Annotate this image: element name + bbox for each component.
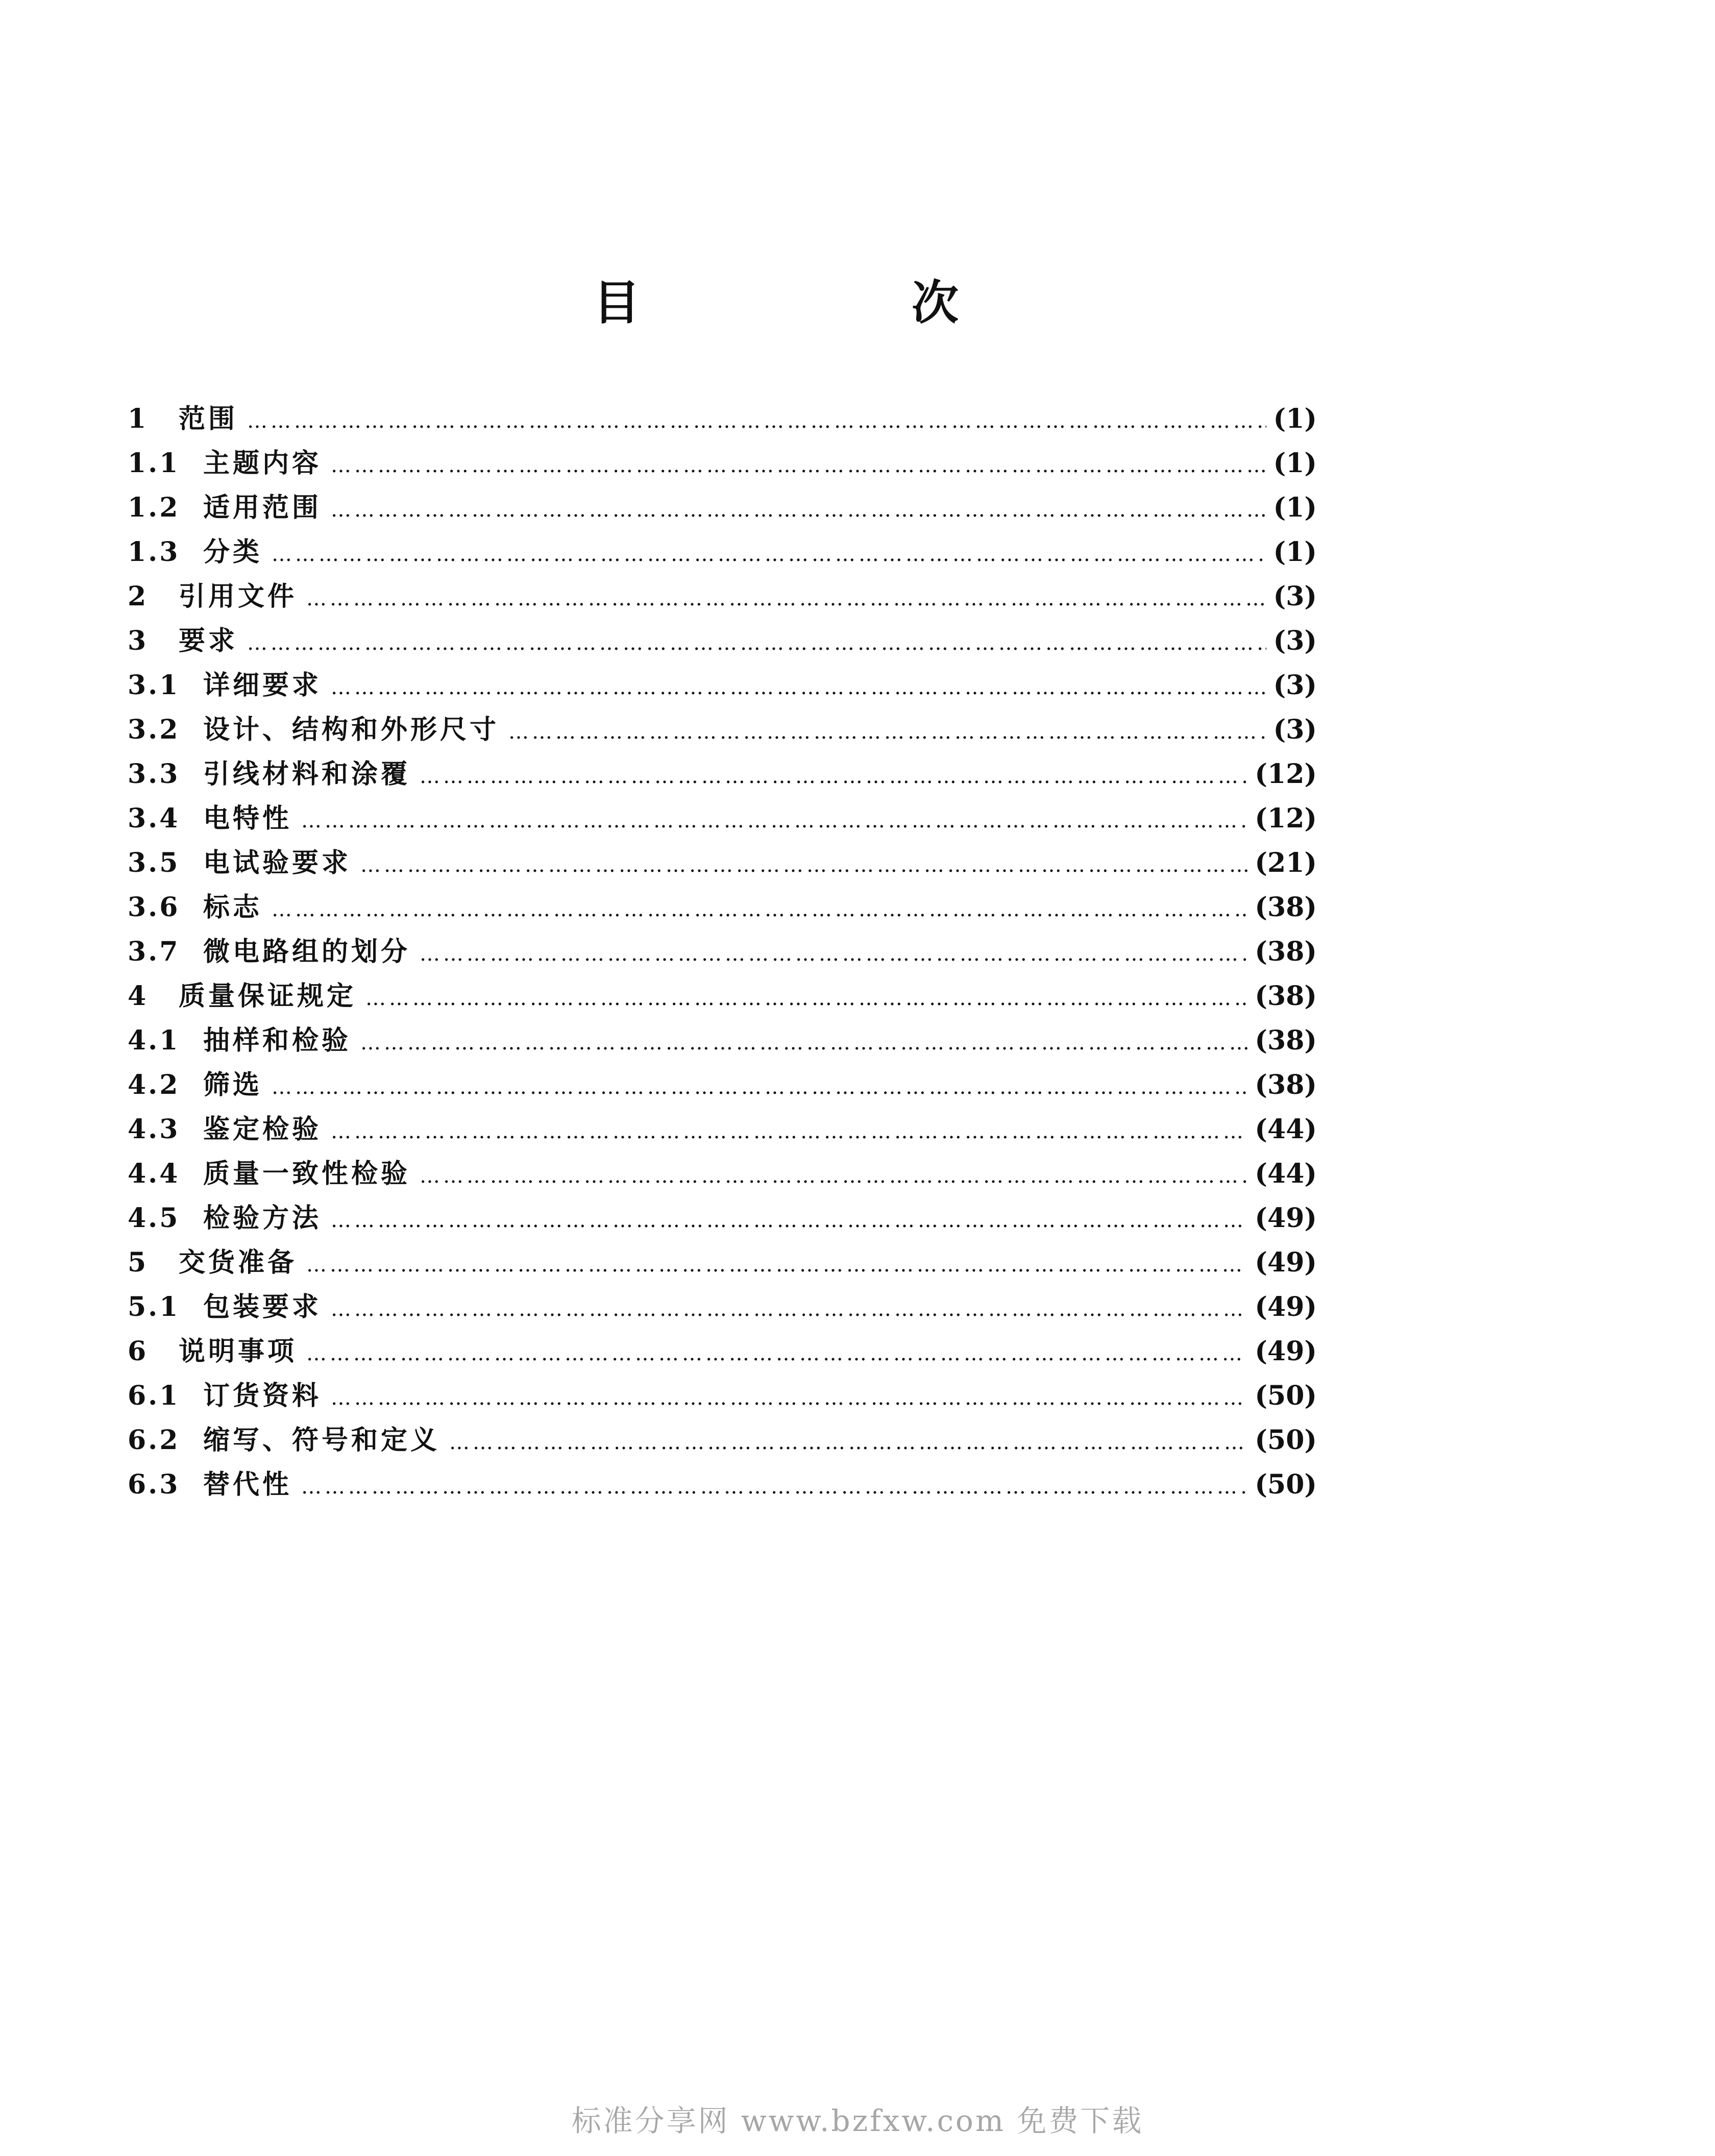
- toc-entry[interactable]: [128, 486, 1317, 530]
- toc-entry-number: 5.1: [128, 1291, 180, 1322]
- toc-entry-number: 4.1: [128, 1025, 180, 1056]
- toc-entry-number: 3.1: [128, 670, 180, 701]
- toc-entry[interactable]: [128, 797, 1317, 841]
- toc-entry[interactable]: [128, 1374, 1317, 1418]
- toc-entry-number: 4.2: [128, 1069, 180, 1100]
- toc-dot-leader: [508, 720, 1266, 744]
- toc-dot-leader: [247, 631, 1266, 655]
- toc-entry-page: (1): [1273, 492, 1317, 523]
- toc-entry-number: 5: [128, 1247, 149, 1278]
- toc-entry-number: 1.3: [128, 536, 180, 568]
- toc-entry-page: (50): [1255, 1469, 1317, 1500]
- toc-entry-number: 4.3: [128, 1114, 180, 1145]
- toc-entry-title: 订货资料: [203, 1380, 322, 1411]
- toc-entry-title: 抽样和检验: [203, 1025, 352, 1056]
- toc-entry-title: 缩写、符号和定义: [203, 1425, 440, 1456]
- toc-entry-number: 3.6: [128, 892, 180, 923]
- toc-entry-title: 替代性: [203, 1469, 292, 1500]
- toc-dot-leader: [331, 676, 1266, 699]
- toc-entry[interactable]: [128, 397, 1317, 442]
- toc-entry[interactable]: [128, 1063, 1317, 1108]
- toc-entry-title: 主题内容: [203, 448, 322, 479]
- toc-entry[interactable]: [128, 664, 1317, 708]
- toc-entry-number: 3.5: [128, 847, 180, 878]
- toc-entry-number: 6.2: [128, 1425, 180, 1456]
- table-of-contents: [128, 397, 1317, 1507]
- toc-entry-title: 分类: [203, 536, 263, 568]
- toc-entry[interactable]: [128, 886, 1317, 930]
- toc-entry-page: (21): [1255, 847, 1317, 878]
- toc-entry-title: 质量一致性检验: [203, 1158, 411, 1189]
- toc-entry-title: 微电路组的划分: [203, 936, 411, 967]
- toc-dot-leader: [360, 853, 1247, 877]
- toc-entry-title: 质量保证规定: [179, 981, 357, 1012]
- toc-entry-title: 包装要求: [203, 1291, 322, 1322]
- toc-entry[interactable]: [128, 619, 1317, 664]
- toc-entry-number: 4: [128, 981, 149, 1012]
- toc-entry-title: 适用范围: [203, 492, 322, 523]
- toc-dot-leader: [449, 1431, 1247, 1454]
- toc-entry-title: 筛选: [203, 1069, 263, 1100]
- toc-dot-leader: [306, 1342, 1247, 1365]
- toc-entry-number: 3.7: [128, 936, 180, 967]
- toc-entry-title: 引线材料和涂覆: [203, 758, 411, 790]
- toc-entry-title: 范围: [179, 403, 238, 434]
- toc-entry-page: (3): [1273, 625, 1317, 656]
- toc-entry-number: 3.3: [128, 758, 180, 790]
- toc-entry-page: (49): [1255, 1203, 1317, 1234]
- toc-dot-leader: [301, 809, 1247, 832]
- toc-entry-page: (38): [1255, 892, 1317, 923]
- toc-entry-page: (44): [1255, 1158, 1317, 1189]
- page-footer: 标准分享网 www.bzfxw.com 免费下载: [571, 2103, 1144, 2138]
- toc-entry[interactable]: [128, 1019, 1317, 1063]
- toc-entry-page: (49): [1255, 1291, 1317, 1322]
- toc-entry-number: 3.2: [128, 714, 180, 745]
- toc-dot-leader: [247, 409, 1266, 433]
- toc-dot-leader: [272, 898, 1247, 921]
- toc-entry-title: 检验方法: [203, 1203, 322, 1234]
- toc-entry-page: (38): [1255, 1069, 1317, 1100]
- toc-entry-page: (49): [1255, 1247, 1317, 1278]
- toc-entry-number: 3: [128, 625, 149, 656]
- toc-entry-title: 鉴定检验: [203, 1114, 322, 1145]
- toc-entry-page: (38): [1255, 981, 1317, 1012]
- toc-entry-number: 1.1: [128, 448, 180, 479]
- toc-entry-page: (1): [1273, 403, 1317, 434]
- toc-dot-leader: [331, 1120, 1247, 1143]
- toc-entry-number: 2: [128, 581, 149, 612]
- toc-entry-page: (3): [1273, 581, 1317, 612]
- toc-entry-page: (50): [1255, 1425, 1317, 1456]
- toc-dot-leader: [301, 1475, 1247, 1499]
- toc-entry-title: 说明事项: [179, 1336, 298, 1367]
- toc-entry[interactable]: [128, 752, 1317, 797]
- toc-entry[interactable]: [128, 841, 1317, 886]
- toc-entry-page: (49): [1255, 1336, 1317, 1367]
- toc-entry-page: (12): [1255, 758, 1317, 790]
- toc-entry-number: 1: [128, 403, 149, 434]
- toc-dot-leader: [272, 543, 1266, 566]
- toc-entry-number: 6.1: [128, 1380, 180, 1411]
- toc-entry[interactable]: [128, 442, 1317, 486]
- toc-entry-page: (38): [1255, 1025, 1317, 1056]
- toc-entry-number: 6: [128, 1336, 149, 1367]
- toc-dot-leader: [360, 1031, 1247, 1055]
- toc-dot-leader: [331, 1386, 1247, 1410]
- toc-entry[interactable]: [128, 1152, 1317, 1196]
- toc-entry-title: 要求: [179, 625, 238, 656]
- toc-entry-page: (12): [1255, 803, 1317, 834]
- toc-entry[interactable]: [128, 974, 1317, 1019]
- toc-entry-number: 1.2: [128, 492, 180, 523]
- toc-dot-leader: [331, 1209, 1247, 1232]
- toc-entry-page: (44): [1255, 1114, 1317, 1145]
- toc-entry-number: 3.4: [128, 803, 180, 834]
- toc-entry-page: (38): [1255, 936, 1317, 967]
- toc-dot-leader: [420, 765, 1247, 788]
- toc-dot-leader: [331, 498, 1266, 522]
- toc-dot-leader: [272, 1075, 1247, 1099]
- toc-entry-page: (1): [1273, 536, 1317, 568]
- toc-entry-page: (1): [1273, 448, 1317, 479]
- toc-dot-leader: [331, 454, 1266, 477]
- toc-entry[interactable]: [128, 530, 1317, 575]
- toc-entry[interactable]: [128, 1241, 1317, 1285]
- toc-entry-title: 电试验要求: [203, 847, 352, 878]
- toc-entry-title: 标志: [203, 892, 263, 923]
- toc-entry-number: 6.3: [128, 1469, 180, 1500]
- toc-entry-title: 电特性: [203, 803, 292, 834]
- toc-entry[interactable]: [128, 1196, 1317, 1241]
- toc-entry[interactable]: [128, 708, 1317, 752]
- toc-entry-number: 4.5: [128, 1203, 180, 1234]
- toc-entry[interactable]: [128, 930, 1317, 974]
- toc-entry-page: (50): [1255, 1380, 1317, 1411]
- page-title: 目 次: [593, 275, 1071, 330]
- toc-dot-leader: [331, 1297, 1247, 1321]
- toc-entry[interactable]: [128, 1330, 1317, 1374]
- toc-entry-title: 引用文件: [179, 581, 298, 612]
- toc-entry[interactable]: [128, 575, 1317, 619]
- toc-dot-leader: [365, 987, 1247, 1010]
- toc-dot-leader: [306, 1253, 1247, 1277]
- toc-dot-leader: [420, 942, 1247, 966]
- toc-entry-number: 4.4: [128, 1158, 180, 1189]
- toc-entry[interactable]: [128, 1463, 1317, 1507]
- toc-dot-leader: [420, 1164, 1247, 1188]
- toc-entry[interactable]: [128, 1108, 1317, 1152]
- toc-entry-title: 详细要求: [203, 670, 322, 701]
- toc-entry[interactable]: [128, 1418, 1317, 1463]
- toc-entry-page: (3): [1273, 714, 1317, 745]
- toc-entry-title: 交货准备: [179, 1247, 298, 1278]
- toc-entry-title: 设计、结构和外形尺寸: [203, 714, 500, 745]
- toc-entry[interactable]: [128, 1285, 1317, 1330]
- toc-entry-page: (3): [1273, 670, 1317, 701]
- toc-dot-leader: [306, 587, 1266, 610]
